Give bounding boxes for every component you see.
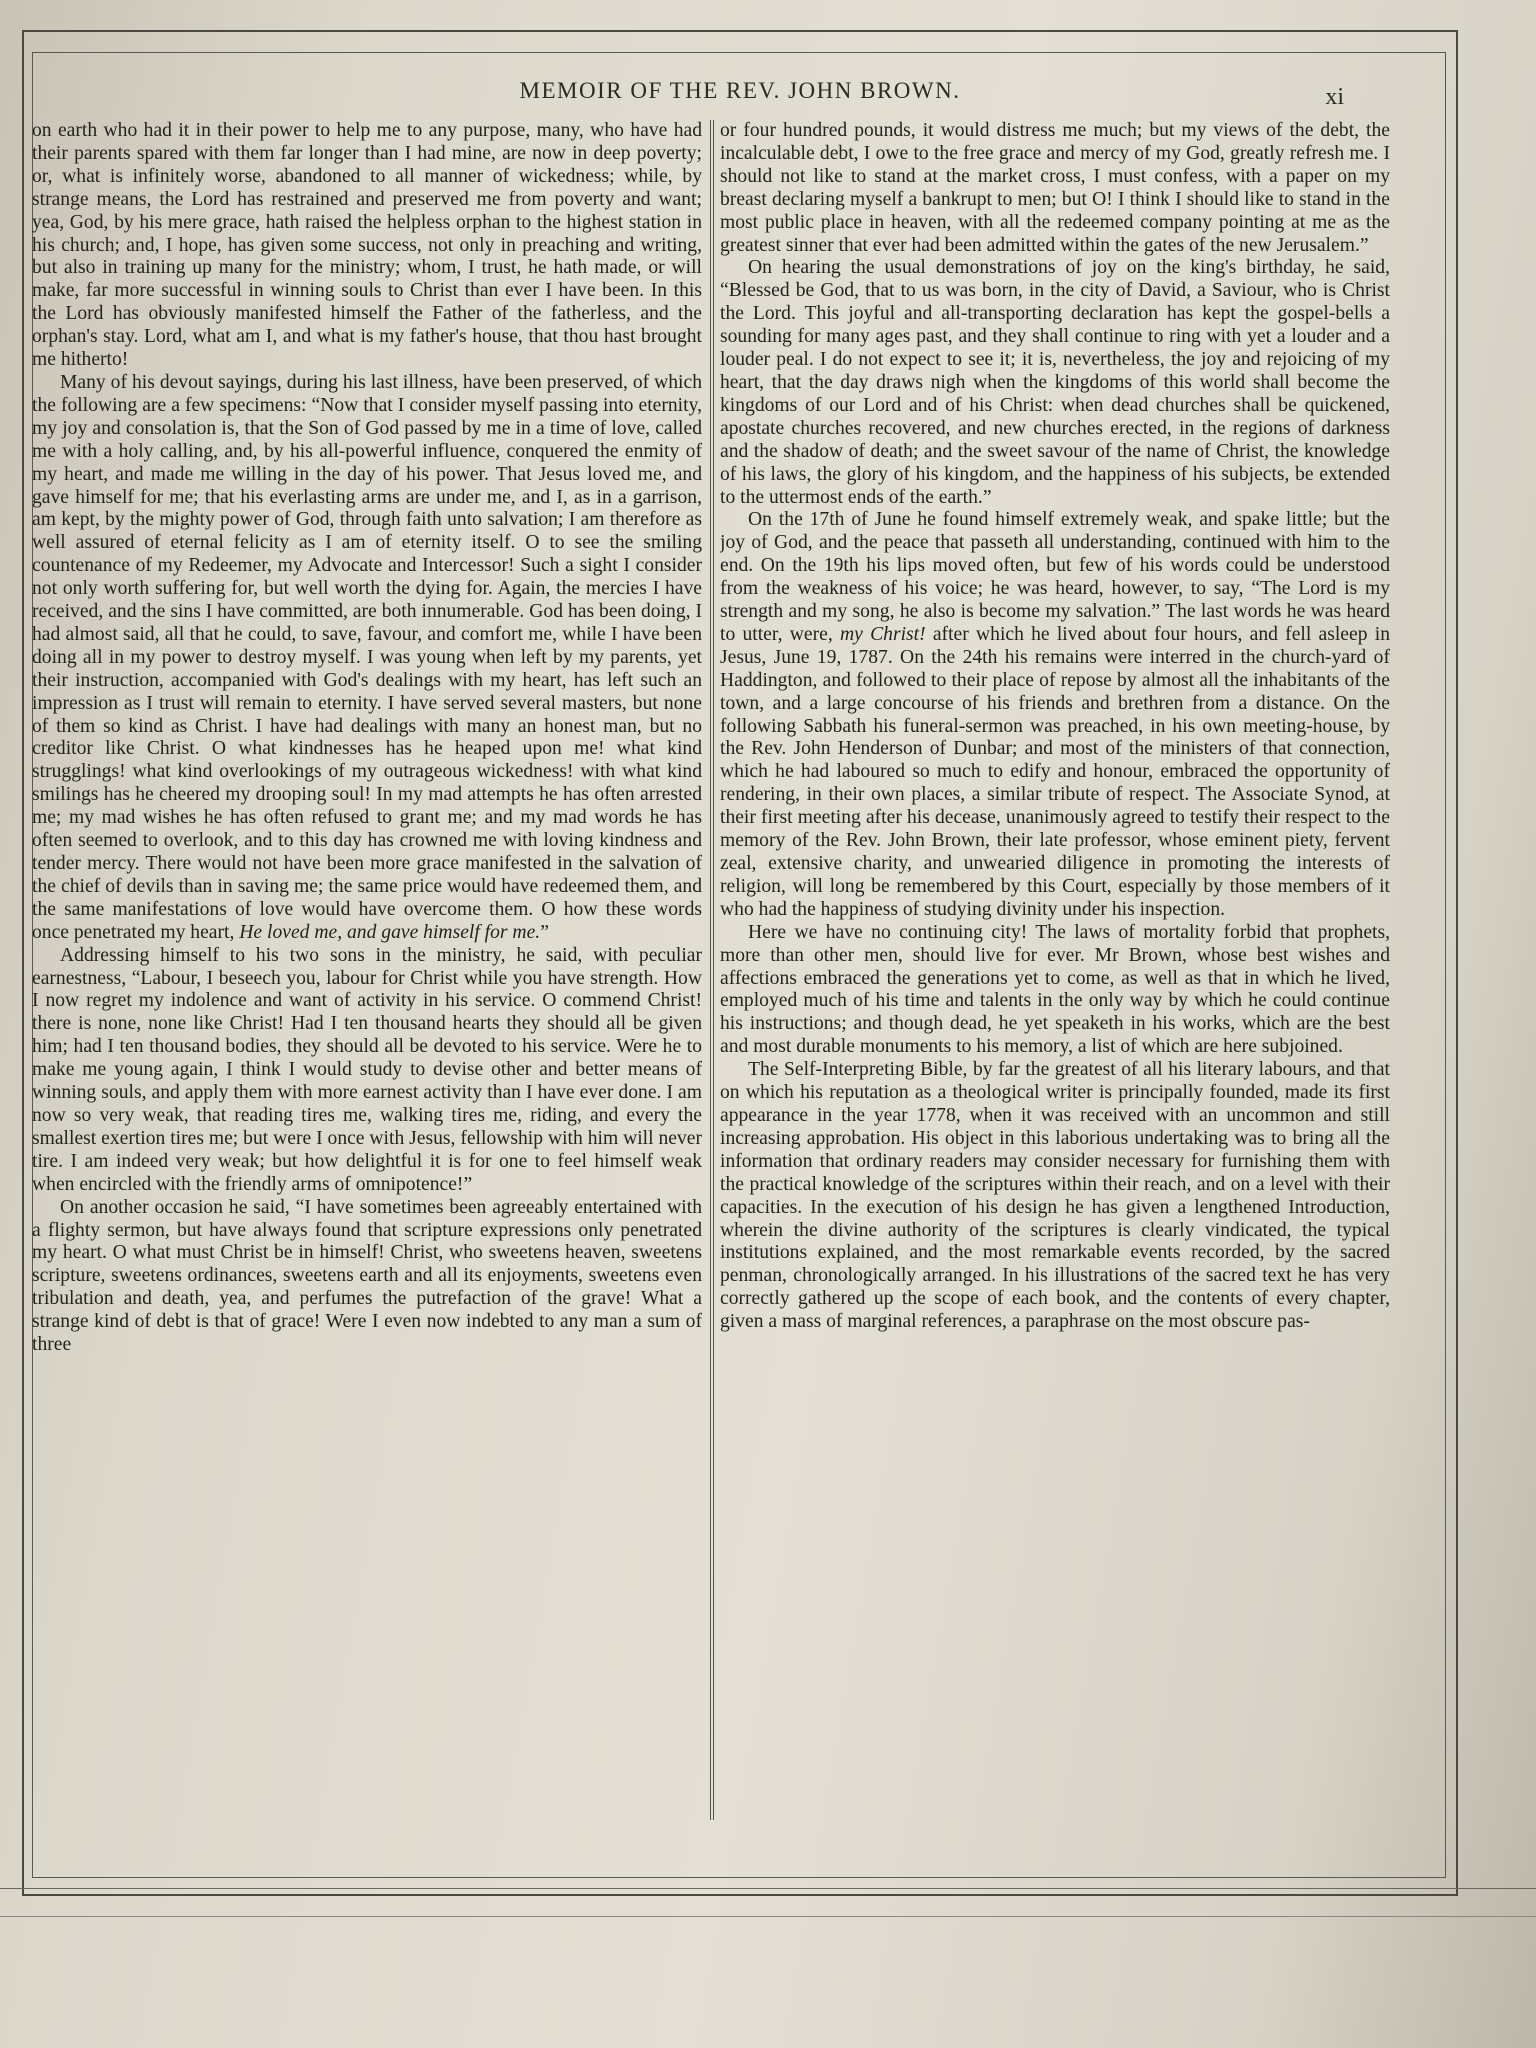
- paragraph: On hearing the usual demonstrations of joy on the king's birthday, he said, “Blessed be God, that to us was born, in the city of David, a Saviour, who is Christ the Lord. This joyful and all-transporting declaration has kept the gospel-bells a sounding for many ages past, and they shall continue to ring with yet a louder and a louder peal. I do not expect to see it; it is, nevertheless, the joy and rejoicing of my heart, that the day draws nigh when the kingdoms of this world shall become the kingdoms of our Lord and of his Christ: when dead churches shall be quickened, apostate churches recovered, and new churches erected, in the regions of darkness and the shadow of death; and the sweet savour of the name of Christ, the knowledge of his laws, the glory of his kingdom, and the happiness of his subjects, be extended to the uttermost ends of the earth.”: [720, 257, 1390, 508]
- italic-quote: my Christ!: [839, 623, 926, 645]
- paragraph: on earth who had it in their power to help me to any purpose, many, who have had their parents spared with them far longer than I had mine, are now in deep poverty; or, what is infinitely worse, abandoned to all manner of wickedness; while, by strange means, the Lord has restrained and preserved me from poverty and want; yea, God, by his mere grace, hath raised the helpless orphan to the highest station in his church; and, I hope, has given some success, not only in preaching and writing, but also in training up many for the ministry; whom, I trust, he hath made, or will make, far more successful in winning souls to Christ than ever I have been. In this the Lord has obviously manifested himself the Father of the fatherless, and the orphan's stay. Lord, what am I, and what is my father's house, that thou hast brought me hitherto!: [32, 120, 702, 371]
- paragraph: or four hundred pounds, it would distress me much; but my views of the debt, the incalculable debt, I owe to the free grace and mercy of my God, greatly refresh me. I should not like to stand at the market cross, I must confess, with a paper on my breast declaring myself a bankrupt to men; but O! I think I should like to stand in the most public place in heaven, with all the redeemed company pointing at me as the greatest sinner that ever had been admitted within the gates of the new Jerusalem.”: [720, 120, 1390, 256]
- running-head: [40, 78, 1440, 112]
- paragraph: Addressing himself to his two sons in the ministry, he said, with peculiar earnestness, “Labour, I beseech you, labour for Christ while you have strength. How I now regret my indolence and want of activity in his service. O commend Christ! there is none, none like Christ! Had I ten thousand hearts they should all be given him; had I ten thousand bodies, they should all be devoted to his service. Were he to make me young again, I think I would study to devise other and better means of winning souls, and apply them with more earnest activity than I have ever done. I am now so very weak, that reading tires me, walking tires me, riding, and every the smallest exertion tires me; but were I once with Jesus, fellowship with him will never tire. I am indeed very weak; but how delightful it is for one to feel himself weak when encircled with the friendly arms of omnipotence!”: [32, 944, 702, 1195]
- paragraph: On another occasion he said, “I have sometimes been agreeably entertained with a flighty sermon, but have always found that scripture expressions only penetrated my heart. O what must Christ be in himself! Christ, who sweetens heaven, sweetens scripture, sweetens ordinances, sweetens earth and all its enjoyments, sweetens even tribulation and death, yea, and perfumes the putrefaction of the grave! What a strange kind of debt is that of grace! Were I even now indebted to any man a sum of three: [32, 1196, 702, 1356]
- page-number: xi: [1325, 84, 1344, 110]
- paragraph-text: On the 17th of June he found himself extremely weak, and spake little; but the joy of God, and the peace that passeth all understanding, continued with him to the end. On the 19th his lips moved often, but few of his words could be understood from the weakness of his voice; he was heard, however, to say, “The Lord is my strength and my song, he also is become my salvation.” The last words he was heard to utter, were,: [720, 509, 1390, 645]
- italic-quote: He loved me, and gave himself for me.: [239, 921, 541, 943]
- paragraph: The Self-Interpreting Bible, by far the greatest of all his literary labours, and that on which his reputation as a theological writer is principally founded, made its first appearance in the year 1778, when it was received with an uncommon and still increasing approbation. His object in this laborious undertaking was to bring all the information that ordinary readers may consider necessary for furnishing them with the practical knowledge of the scriptures within their reach, and on a level with their capacities. In the execution of his design he has given a lengthened Introduction, wherein the divine authority of the scriptures is clearly vindicated, the typical institutions explained, and the most remarkable events recorded, by the sacred penman, chronologically arranged. In his illustrations of the sacred text he has very correctly gathered up the scope of each book, and the contents of every chapter, given a mass of marginal references, a paraphrase on the most obscure pas-: [720, 1059, 1390, 1333]
- paragraph-text: after which he lived about four hours, and fell asleep in Jesus, June 19, 1787. On the 24th his remains were interred in the church-yard of Haddington, and followed to their place of repose by almost all the inhabitants of the town, and a large concourse of his friends and brethren from a distance. On the following Sabbath his funeral-sermon was preached, in his own meeting-house, by the Rev. John Henderson of Dunbar; and most of the ministers of that connection, which he had laboured so much to edify and honour, embraced the opportunity of rendering, in their own places, a similar tribute of respect. The Associate Synod, at their first meeting after his decease, unanimously agreed to testify their respect to the memory of the Rev. John Brown, their late professor, whose eminent piety, fervent zeal, extensive charity, and unwearied diligence in promoting the interests of religion, will long be remembered by this Court, especially by those members of it who had the happiness of studying divinity under his inspection.: [720, 623, 1390, 920]
- bottom-rule: [0, 1888, 1536, 1889]
- paragraph: Here we have no continuing city! The laws of mortality forbid that prophets, more than other men, should live for ever. Mr Brown, whose best wishes and affections embraced the generations yet to come, as well as that in which he lived, employed much of his time and talents in the only way by which he could continue his instructions; and though dead, he yet speaketh in his works, which are the best and most durable monuments to his memory, a list of which are here subjoined.: [720, 921, 1390, 1058]
- paragraph-text: Many of his devout sayings, during his last illness, have been preserved, of which the following are a few specimens: “Now that I consider myself passing into eternity, my joy and consolation is, that the Son of God passed by me in a time of love, called me with a holy calling, and, by his all-powerful influence, conquered the enmity of my heart, and made me willing in the day of his power. That Jesus loved me, and gave himself for me; that his everlasting arms are under me, and I, as in a garrison, am kept, by the mighty power of God, through faith unto salvation; I am therefore as well assured of eternal felicity as I am of eternity itself. O to see the smiling countenance of my Redeemer, my Advocate and Intercessor! Such a sight I consider not only worth suffering for, but well worth the dying for. Again, the mercies I have received, and the sins I have committed, are both innumerable. God has been doing, I had almost said, all that he could, to save, favour, and comfort me, while I have been doing all in my power to destroy myself. I was young when left by my parents, yet their instruction, accompanied with God's dealings with my heart, has left such an impression as I trust will remain to eternity. I have served several masters, but none of them so kind as Christ. I have had dealings with many an honest man, but no creditor like Christ. O what kindnesses has he heaped upon me! what kind strugglings! what kind overlookings of my outrageous wickedness! with what kind smilings has he cheered my drooping soul! In my mad attempts he has often arrested me; my mad wishes he has often refused to grant me; and my mad words he has often seemed to overlook, and to this day has crowned me with loving kindness and tender mercy. There would not have been more grace manifested in the salvation of the chief of devils than in saving me; the same price would have redeemed them, and the same manifestations of love would have overcome them. O how these words once penetrated my heart,: [32, 371, 702, 943]
- paragraph: [32, 372, 702, 945]
- bottom-rule-secondary: [0, 1916, 1536, 1917]
- right-column: [720, 120, 1390, 1810]
- page-title: MEMOIR OF THE REV. JOHN BROWN.: [519, 78, 961, 103]
- closing-quote: ”: [540, 921, 549, 943]
- left-column: [32, 120, 702, 1810]
- paragraph: [720, 509, 1390, 921]
- column-separator: [710, 120, 714, 1820]
